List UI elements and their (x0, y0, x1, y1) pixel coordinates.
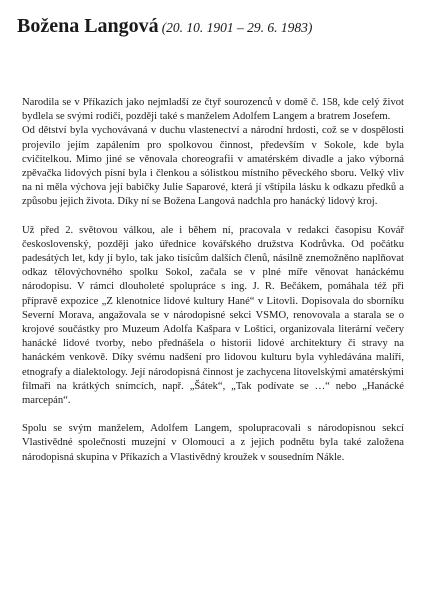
article-body (22, 96, 404, 465)
title-dates: (20. 10. 1901 – 29. 6. 1983) (161, 20, 313, 35)
paragraph-gap (22, 408, 404, 422)
paragraph-career: Už před 2. světovou válkou, ale i během ní, pracovala v redakci časopisu Kovář československý, později jako úřednice kovářského družstva Kodrůvka. Od počátku padesátých let, kdy jí bylo, tak jako tisícům dalších členů, násilně znemožněno naplňovat odkaz tělovýchovného spolku Sokol, začala se v plné míře věnovat hanáckému národopisu. V rámci dlouholeté spolupráce s ing. J. R. Bečákem, pomáhala též při přípravě expozice „Z klenotnice lidové kultury Hané“ v Litovli. Dopisovala do sborníku Severní Morava, angažovala se v národopisné sekci VSMO, renovovala a starala se o krojové součástky pro Muzeum Adolfa Kašpara v Loštici, organizovala literární večery hanácké lidové tvorby, nebo přednášela o historii lidové architektury či stravy na hanáckém venkově. Díky svému nadšení pro lidovou kulturu byla vyhledávána malíři, etnografy a dialektology. Její národopisná činnost je zachycena litovelskými amatérskými filmaři na krátkých snímcích, např. „Šátek“, „Tak podívate se …“ nebo „Hanácké marcepán“. (22, 224, 404, 407)
title-name: Božena Langová (17, 15, 159, 37)
paragraph-collaboration: Spolu se svým manželem, Adolfem Langem, spolupracovali s národopisnou sekcí Vlastivědné společnosti muzejní v Olomouci a z jejich podnětu byla také založena národopisná skupina v Příkazích a Vlastivědný kroužek v sousedním Nákle. (22, 423, 404, 463)
page-title (17, 15, 417, 38)
paragraph-birth: Narodila se v Příkazích jako nejmladší ze čtyř sourozenců v domě č. 158, kde celý život bydlela se svými rodiči, později také s manželem Adolfem Langem a bratrem Josefem. (22, 97, 404, 123)
paragraph-childhood: Od dětství byla vychovávaná v duchu vlastenectví a národní hrdosti, což se v dospělosti projevilo jejím zapálením pro spolkovou činnost, především v Sokole, kde byla cvičitelkou. Mimo jiné se věnovala choreografii v amatérském divadle a jako výborná zpěvačka lidových písní byla i členkou a sólistkou místního pěveckého sboru. Velký vliv na ni měla výchova její babičky Julie Saparové, která jí vštípila lásku k odkazu předků a způsobu jejich života. Díky ní se Božena Langová nadchla pro hanácký lidový kroj. (22, 125, 404, 208)
paragraph-gap (22, 210, 404, 224)
